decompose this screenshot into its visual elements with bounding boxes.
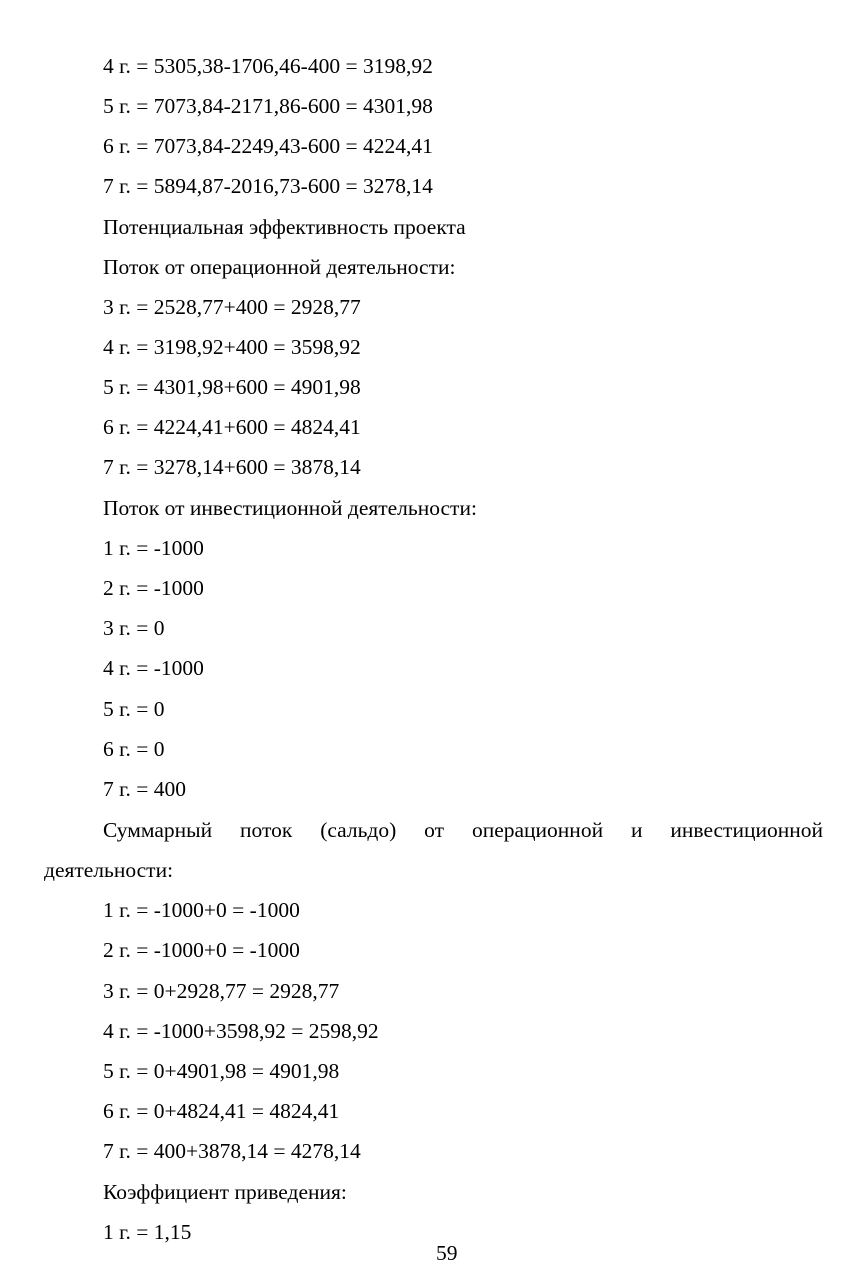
text-line: 2 г. = -1000+0 = -1000	[103, 938, 300, 962]
text-line: 6 г. = 4224,41+600 = 4824,41	[103, 415, 361, 439]
text-line: 3 г. = 0	[103, 616, 165, 640]
text-line: 2 г. = -1000	[103, 576, 204, 600]
page-number: 59	[436, 1241, 458, 1265]
text-line: 3 г. = 2528,77+400 = 2928,77	[103, 295, 361, 319]
text-line: 7 г. = 3278,14+600 = 3878,14	[103, 455, 361, 479]
text-line: 6 г. = 0	[103, 737, 165, 761]
subheading: Поток от операционной деятельности:	[103, 255, 456, 279]
text-line: 1 г. = 1,15	[103, 1220, 192, 1244]
subheading: Поток от инвестиционной деятельности:	[103, 496, 477, 520]
text-line: 7 г. = 5894,87-2016,73-600 = 3278,14	[103, 174, 433, 198]
text-line: 5 г. = 7073,84-2171,86-600 = 4301,98	[103, 94, 433, 118]
text-line: 4 г. = 5305,38-1706,46-400 = 3198,92	[103, 54, 433, 78]
text-line: 7 г. = 400	[103, 777, 187, 801]
text-line: 4 г. = -1000	[103, 656, 204, 680]
text-line: 1 г. = -1000	[103, 536, 204, 560]
text-line: 5 г. = 0	[103, 697, 165, 721]
text-line: 5 г. = 4301,98+600 = 4901,98	[103, 375, 361, 399]
text-line: 6 г. = 0+4824,41 = 4824,41	[103, 1099, 340, 1123]
text-line: 1 г. = -1000+0 = -1000	[103, 898, 300, 922]
section-heading: Потенциальная эффективность проекта	[103, 215, 466, 239]
text-line: 3 г. = 0+2928,77 = 2928,77	[103, 979, 340, 1003]
subheading: Коэффициент приведения:	[103, 1180, 347, 1204]
paragraph-first-line: Суммарный поток (сальдо) от операционной и инвестиционной	[103, 818, 823, 842]
paragraph-continuation: деятельности:	[44, 858, 174, 882]
text-line: 4 г. = 3198,92+400 = 3598,92	[103, 335, 361, 359]
text-line: 7 г. = 400+3878,14 = 4278,14	[103, 1139, 361, 1163]
text-line: 5 г. = 0+4901,98 = 4901,98	[103, 1059, 340, 1083]
text-line: 4 г. = -1000+3598,92 = 2598,92	[103, 1019, 379, 1043]
text-line: 6 г. = 7073,84-2249,43-600 = 4224,41	[103, 134, 433, 158]
